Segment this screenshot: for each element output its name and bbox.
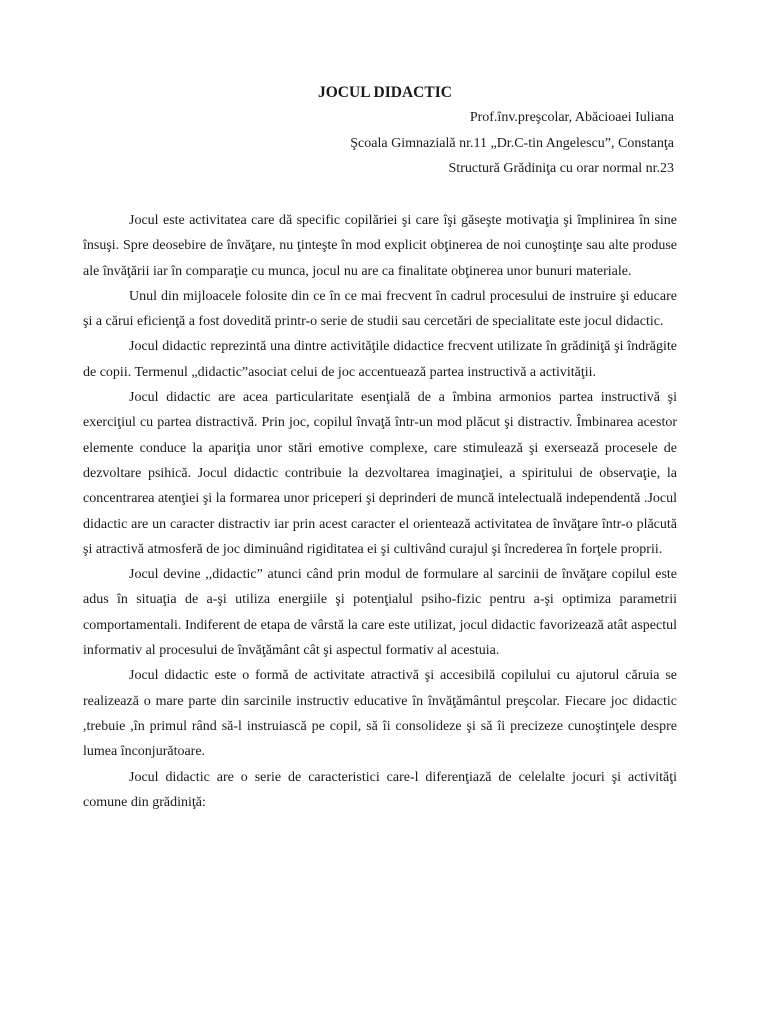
document-body [83,208,677,815]
author-line: Prof.înv.preşcolar, Abăcioaei Iuliana [469,110,674,125]
paragraph: Unul din mijloacele folosite din ce în ce mai frecvent în cadrul procesului de instruire şi educare şi a cărui eficienţă a fost dovedită printr-o serie de studii sau cercetări de specialitate este jocul didactic. [83,288,677,330]
paragraph: Jocul didactic are o serie de caracteristici care-l diferenţiază de celelalte jocuri şi activităţi comune din grădiniţă: [83,769,677,810]
paragraph: Jocul didactic este o formă de activitate atractivă şi accesibilă copilului cu ajutorul căruia se realizează o mare parte din sarcinile instructiv educative în învăţământul preşcolar. Fiecare joc didactic ,trebuie ,în primul rând să-l instruiască pe copil, să îi consolideze şi să îi precizeze cunoştinţele despre lumea înconjurătoare. [83,668,677,760]
paragraph: Jocul este activitatea care dă specific copilăriei şi care îşi găseşte motivaţia şi împlinirea în sine însuşi. Spre deosebire de învăţare, nu ţinteşte în mod explicit obţinerea de noi cunoştinţe sau alte produse ale învăţării iar în comparaţie cu munca, jocul nu are ca finalitate obţinerea unor bunuri materiale. [83,213,677,279]
paragraph: Jocul devine ,,didactic” atunci când prin modul de formulare al sarcinii de învăţare copilul este adus în situaţia de a-şi utiliza energiile şi potenţialul psiho-fizic pentru a-şi optimiza parametrii comportamentali. Indiferent de etapa de vârstă la care este utilizat, jocul didactic favorizează atât aspectul informativ al procesului de învăţământ cât şi aspectul formativ al acestuia. [83,567,677,659]
document-title: JOCUL DIDACTIC [318,84,452,101]
school-line: Şcoala Gimnazială nr.11 „Dr.C-tin Angelescu”, Constanţa [350,136,674,151]
paragraph: Jocul didactic reprezintă una dintre activităţile didactice frecvent utilizate în grădiniţă şi îndrăgite de copii. Termenul „didactic”asociat celui de joc accentuează partea instructivă a activităţii. [83,339,677,380]
paragraph: Jocul didactic are acea particularitate esenţială de a îmbina armonios partea instructivă şi exerciţiul cu partea distractivă. Prin joc, copilul învaţă într-un mod plăcut şi distractiv. Îmbinarea acestor elemente conduce la apariţia unor stări emotive complexe, care stimulează şi exersează procesele de dezvoltare psihică. Jocul didactic contribuie la dezvoltarea imaginaţiei, a spiritului de observaţie, la concentrarea atenţiei şi la formarea unor priceperi şi deprinderi de muncă intelectuală independentă .Jocul didactic are un caracter distractiv iar prin acest caracter el orientează activitatea de învăţare într-o plăcută şi atractivă atmosferă de joc diminuând rigiditatea ei şi cultivând curajul şi încrederea în forţele proprii. [83,390,677,557]
structure-line: Structură Grădiniţa cu orar normal nr.23 [448,161,674,176]
